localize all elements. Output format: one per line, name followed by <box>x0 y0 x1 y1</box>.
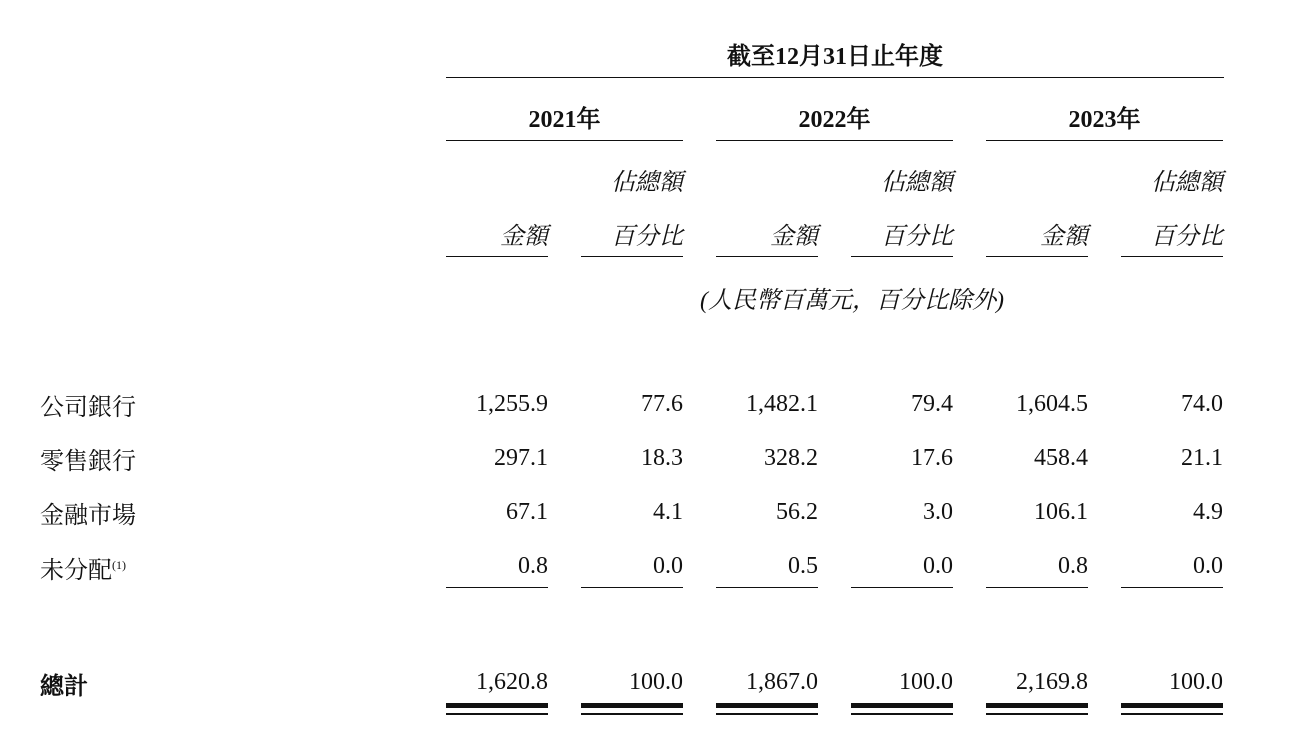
total-label: 總計 <box>40 674 88 700</box>
pct-header-line2-2023: 百分比 <box>1151 224 1223 250</box>
total-value: 1,867.0 <box>746 669 818 695</box>
cell-value: 56.2 <box>776 499 818 525</box>
cell-value: 4.9 <box>1193 499 1223 525</box>
header-underline <box>716 256 818 257</box>
subtotal-rule <box>1121 587 1223 588</box>
cell-value: 0.0 <box>653 553 683 579</box>
row-label-text: 未分配 <box>40 558 112 584</box>
total-double-rule <box>1121 703 1223 708</box>
total-value: 100.0 <box>1169 669 1223 695</box>
row-label-corporate-banking: 公司銀行 <box>40 395 136 421</box>
cell-value: 297.1 <box>494 445 548 471</box>
row-label-financial-markets: 金融市場 <box>40 503 136 529</box>
header-underline <box>446 256 548 257</box>
cell-value: 18.3 <box>641 445 683 471</box>
cell-value: 79.4 <box>911 391 953 417</box>
pct-header-line1-2021: 佔總額 <box>611 170 683 196</box>
amount-header-2021: 金額 <box>500 224 548 250</box>
total-value: 100.0 <box>899 669 953 695</box>
period-underline <box>446 77 1224 78</box>
header-underline <box>986 256 1088 257</box>
subtotal-rule <box>986 587 1088 588</box>
total-double-rule <box>986 713 1088 715</box>
subtotal-rule <box>716 587 818 588</box>
total-double-rule <box>446 713 548 715</box>
pct-header-line1-2022: 佔總額 <box>881 170 953 196</box>
amount-header-2022: 金額 <box>770 224 818 250</box>
year-header-2021: 2021年 <box>528 107 601 133</box>
pct-header-line2-2021: 百分比 <box>611 224 683 250</box>
total-value: 1,620.8 <box>476 669 548 695</box>
cell-value: 17.6 <box>911 445 953 471</box>
total-double-rule <box>446 703 548 708</box>
cell-value: 67.1 <box>506 499 548 525</box>
total-double-rule <box>986 703 1088 708</box>
total-double-rule <box>581 713 683 715</box>
subtotal-rule <box>581 587 683 588</box>
year-header-2022: 2022年 <box>798 107 871 133</box>
total-double-rule <box>851 713 953 715</box>
cell-value: 74.0 <box>1181 391 1223 417</box>
subtotal-rule <box>446 587 548 588</box>
total-double-rule <box>851 703 953 708</box>
unit-note: (人民幣百萬元，百分比除外) <box>700 288 1004 314</box>
cell-value: 0.8 <box>518 553 548 579</box>
period-header: 截至12月31日止年度 <box>727 44 943 70</box>
cell-value: 4.1 <box>653 499 683 525</box>
header-underline <box>1121 256 1223 257</box>
total-double-rule <box>581 703 683 708</box>
year-underline-2021 <box>446 140 683 141</box>
cell-value: 1,255.9 <box>476 391 548 417</box>
cell-value: 3.0 <box>923 499 953 525</box>
amount-header-2023: 金額 <box>1040 224 1088 250</box>
total-double-rule <box>716 713 818 715</box>
subtotal-rule <box>851 587 953 588</box>
header-underline <box>851 256 953 257</box>
row-label-unallocated <box>40 550 126 585</box>
footnote-marker: (1) <box>112 558 126 572</box>
total-double-rule <box>716 703 818 708</box>
cell-value: 106.1 <box>1034 499 1088 525</box>
pct-header-line1-2023: 佔總額 <box>1151 170 1223 196</box>
pct-header-line2-2022: 百分比 <box>881 224 953 250</box>
total-value: 100.0 <box>629 669 683 695</box>
cell-value: 0.8 <box>1058 553 1088 579</box>
year-underline-2022 <box>716 140 953 141</box>
cell-value: 328.2 <box>764 445 818 471</box>
total-double-rule <box>1121 713 1223 715</box>
total-value: 2,169.8 <box>1016 669 1088 695</box>
cell-value: 21.1 <box>1181 445 1223 471</box>
cell-value: 1,482.1 <box>746 391 818 417</box>
cell-value: 0.5 <box>788 553 818 579</box>
cell-value: 0.0 <box>1193 553 1223 579</box>
header-underline <box>581 256 683 257</box>
year-header-2023: 2023年 <box>1068 107 1141 133</box>
cell-value: 458.4 <box>1034 445 1088 471</box>
cell-value: 1,604.5 <box>1016 391 1088 417</box>
year-underline-2023 <box>986 140 1223 141</box>
row-label-retail-banking: 零售銀行 <box>40 449 136 475</box>
cell-value: 77.6 <box>641 391 683 417</box>
cell-value: 0.0 <box>923 553 953 579</box>
